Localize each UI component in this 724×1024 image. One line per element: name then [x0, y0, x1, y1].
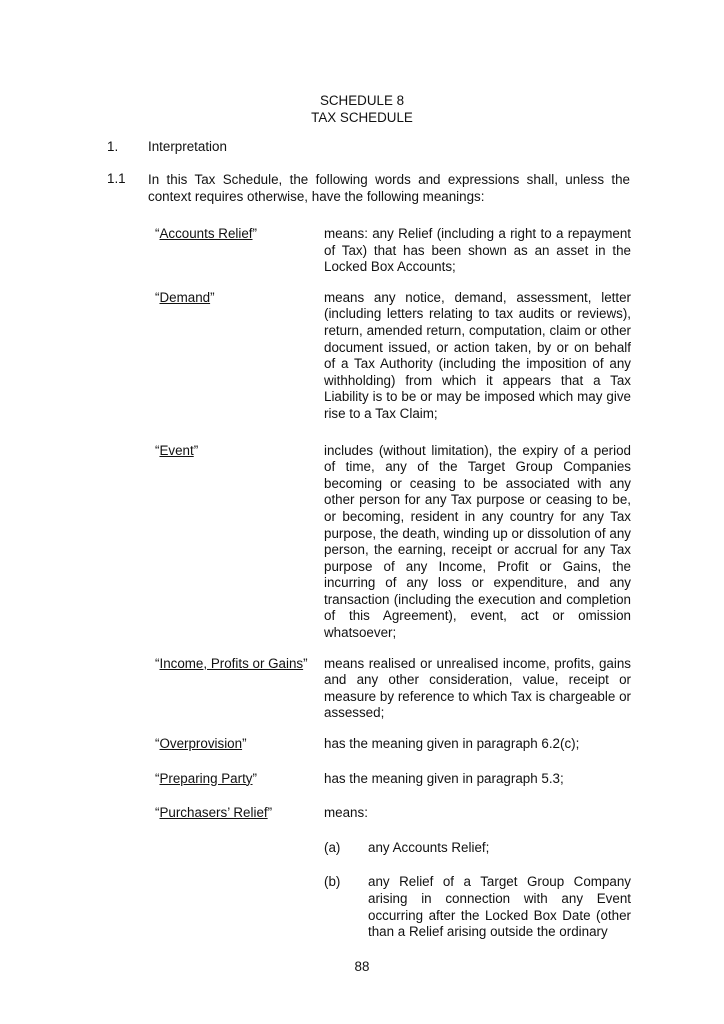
definition-term: “Preparing Party” — [155, 770, 257, 786]
sub-item — [324, 840, 631, 857]
page-number: 88 — [354, 959, 370, 974]
clause-text: In this Tax Schedule, the following words and expressions shall, unless the context requires otherwise, have the following meanings: — [148, 172, 630, 204]
definition-term: “Overprovision” — [155, 736, 247, 752]
section-title: Interpretation — [148, 139, 227, 154]
definition-meaning: means: any Relief (including a right to a repayment of Tax) that has been shown as an asset in the Locked Box Accounts; — [324, 226, 631, 275]
definition-meaning: has the meaning given in paragraph 6.2(c); — [324, 736, 580, 752]
definition-item — [155, 443, 631, 642]
clause-number: 1.1 — [107, 171, 126, 186]
sub-item-label: (a) — [324, 839, 341, 855]
definition-term: “Accounts Relief” — [155, 226, 257, 241]
definition-term: “Event” — [155, 442, 199, 458]
definition-term: “Income, Profits or Gains” — [155, 655, 308, 671]
definition-item — [155, 736, 631, 753]
definition-meaning-intro: means: — [324, 805, 368, 821]
definition-meaning: means realised or unrealised income, profits, gains and any other consideration, value, receipt or measure by reference to which Tax is chargeable or assessed; — [324, 655, 631, 721]
definition-item — [155, 290, 631, 423]
definition-meaning — [324, 805, 631, 941]
definition-item — [155, 226, 631, 276]
definitions-list — [155, 226, 631, 955]
sub-item-text: any Accounts Relief; — [368, 839, 490, 855]
sub-item-text: any Relief of a Target Group Company arising in connection with any Event occurring after the Locked Box Date (other than a Relief arising outside the ordinary — [368, 874, 631, 940]
definition-item — [155, 656, 631, 722]
sub-item — [324, 874, 631, 940]
definition-term: “Purchasers’ Relief” — [155, 805, 273, 821]
definition-meaning: includes (without limitation), the expiry of a period of time, any of the Target Group Companies becoming or ceasing to be associated with any other person for any Tax purpose or ceasing to be, or becoming, resident in any country for any Tax purpose, the death, winding up or dissolution of any person, the earning, receipt or accrual for any Tax purpose of any Income, Profit or Gains, the incurring of any loss or expenditure, and any transaction (including the execution and completion of this Agreement), event, act or omission whatsoever; — [324, 442, 631, 641]
section-number: 1. — [107, 139, 119, 154]
definition-item — [155, 805, 631, 941]
schedule-subheading: TAX SCHEDULE — [311, 110, 413, 125]
definition-meaning: means any notice, demand, assessment, letter (including letters relating to tax audits or reviews), return, amended return, computation, claim or other document issued, or action taken, by or on behalf of a Tax Authority (including the imposition of any withholding) from which it appears that a Tax Liability is to be or may be imposed which may give rise to a Tax Claim; — [324, 289, 631, 421]
schedule-heading: SCHEDULE 8 — [319, 93, 405, 108]
sub-item-label: (b) — [324, 874, 341, 890]
definition-meaning: has the meaning given in paragraph 5.3; — [324, 770, 564, 786]
definition-item — [155, 771, 631, 788]
definition-term: “Demand” — [155, 289, 215, 305]
